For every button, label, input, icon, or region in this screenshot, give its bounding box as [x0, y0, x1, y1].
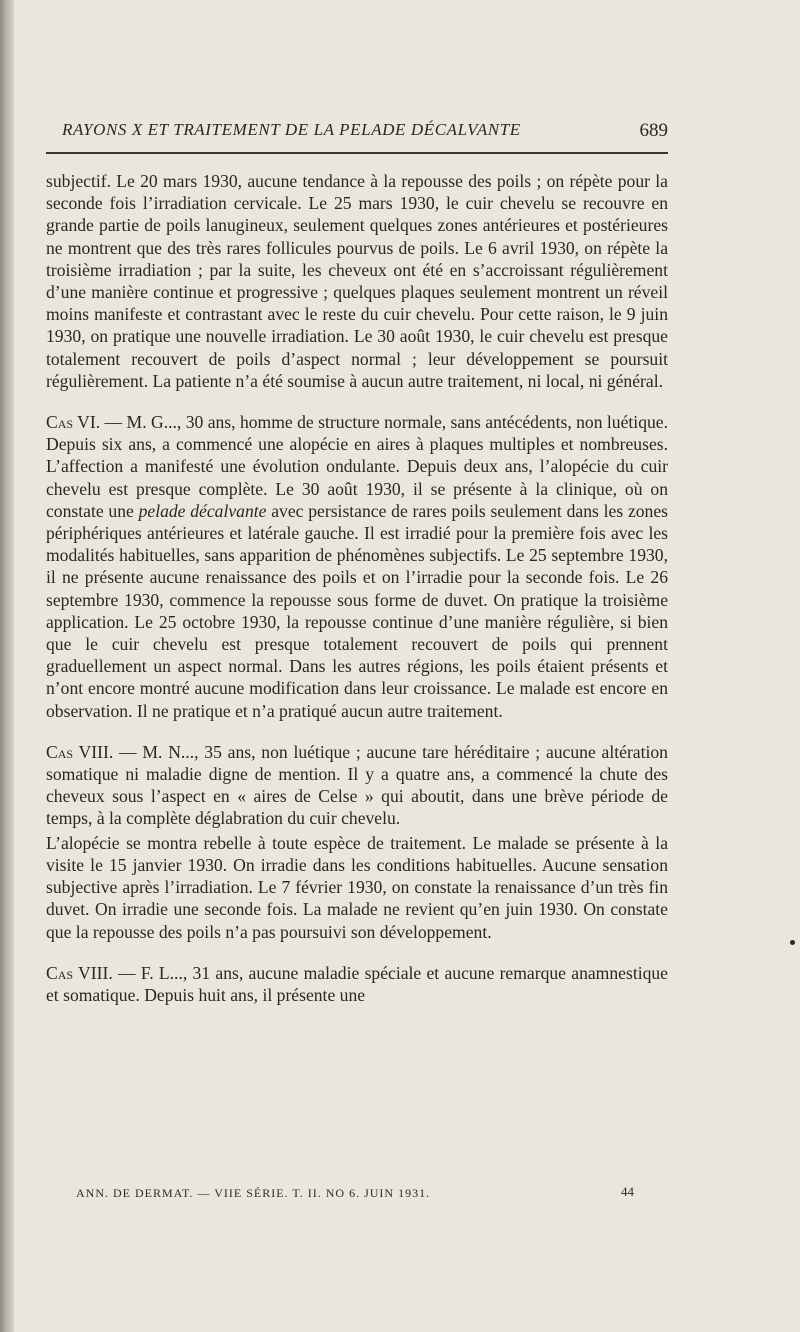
page-binding-shadow: [0, 0, 14, 1332]
ink-speck: [790, 940, 795, 945]
paragraph-text: subjectif. Le 20 mars 1930, aucune tendance à la repousse des poils ; on répète pour la seconde fois l’irradiation cervicale. Le 25 mars 1930, le cuir chevelu se recouvre en grande partie de poils lanugineux, seulement quelques zones antérieures et postérieures ne montrent que des très rares follicules pourvus de poils. Le 6 avril 1930, on répète la troisième irradiation ; par la suite, les cheveux ont été en s’accroissant régulièrement d’une manière continue et progressive ; quelques plaques seulement montrent un réveil moins manifeste et contrastant avec le reste du cuir chevelu. Pour cette raison, le 9 juin 1930, on pratique une nouvelle irradiation. Le 30 août 1930, le cuir chevelu est presque totalement recouvert de poils d’aspect normal ; leur développement se poursuit régulièrement. La patiente n’a été soumise à aucun autre traitement, ni local, ni général.: [46, 171, 668, 391]
footer-citation: ANN. DE DERMAT. — VIIE SÉRIE. T. II. NO 6. JUIN 1931.: [76, 1186, 431, 1200]
paragraph-text: — M. G..., 30 ans, homme de structure normale, sans antécédents, non luétique. Depuis six ans, a commencé une alopécie en aires à plaques multiples et nombreuses. L’affection a manifesté une évolution ondulante. Depuis deux ans, l’alopécie du cuir chevelu est presque complète. Le 30 août 1930, il se présente à la clinique, où on constate une: [46, 412, 668, 521]
paragraph-case-viii-a-followup: [46, 832, 668, 943]
case-label: Cas VIII.: [46, 741, 114, 762]
paragraph-text: L’alopécie se montra rebelle à toute espèce de traitement. Le malade se présente à la visite le 15 janvier 1930. On irradie dans les conditions habituelles. Aucune sensation subjective après l’irradiation. Le 7 février 1930, on constate la renaissance d’un très fin duvet. On irradie une seconde fois. La malade ne revient qu’en juin 1930. On constate que la repousse des poils n’a pas poursuivi son développement.: [46, 832, 668, 942]
document-page: [46, 118, 668, 1006]
italic-term: pelade décalvante: [138, 500, 267, 521]
page-number: 689: [639, 120, 668, 141]
header-rule: [46, 152, 668, 154]
paragraph-gap: [46, 943, 668, 962]
paragraph-text: — M. N..., 35 ans, non luétique ; aucune tare héréditaire ; aucune altération somatique ni maladie digne de mention. Il y a quatre ans, a commencé la chute des cheveux sous l’aspect en « aires de Celse » qui aboutit, dans une brève période de temps, à la complète déglabration du cuir chevelu.: [46, 741, 668, 829]
case-label: Cas VI.: [46, 412, 101, 433]
paragraph-text: — F. L..., 31 ans, aucune maladie spéciale et aucune remarque anamnestique et somatique. Depuis huit ans, il présente une: [46, 962, 668, 1005]
case-label: Cas VIII.: [46, 962, 113, 983]
paragraph-case-viii-b: [46, 962, 668, 1006]
body-text: [46, 170, 668, 1006]
paragraph-gap: [46, 722, 668, 741]
signature-number: 44: [621, 1184, 634, 1199]
running-header: [46, 118, 668, 146]
paragraph-gap: [46, 392, 668, 411]
paragraph-case-vi: [46, 411, 668, 722]
paragraph-text-after: avec persistance de rares poils seulement dans les zones périphériques antérieures et latérale gauche. Il est irradié pour la première fois avec les modalités habituelles, sans apparition de phénomènes subjectifs. Le 25 septembre 1930, il ne présente aucune renaissance des poils et on l’irradie pour la seconde fois. Le 26 septembre 1930, commence la repousse sous forme de duvet. On pratique la troisième application. Le 25 octobre 1930, la repousse continue d’une manière régulière, si bien que le cuir chevelu est presque totalement recouvert de poils qui prennent graduellement un aspect normal. Dans les autres régions, les poils étaient présents et n’ont encore montré aucune modification dans leur croissance. Le malade est encore en observation. Il ne pratique et n’a pratiqué aucun autre traitement.: [46, 500, 668, 721]
paragraph-continuation: [46, 170, 668, 392]
paragraph-case-viii-a: [46, 741, 668, 830]
running-title: RAYONS X ET TRAITEMENT DE LA PELADE DÉCALVANTE: [62, 120, 521, 139]
